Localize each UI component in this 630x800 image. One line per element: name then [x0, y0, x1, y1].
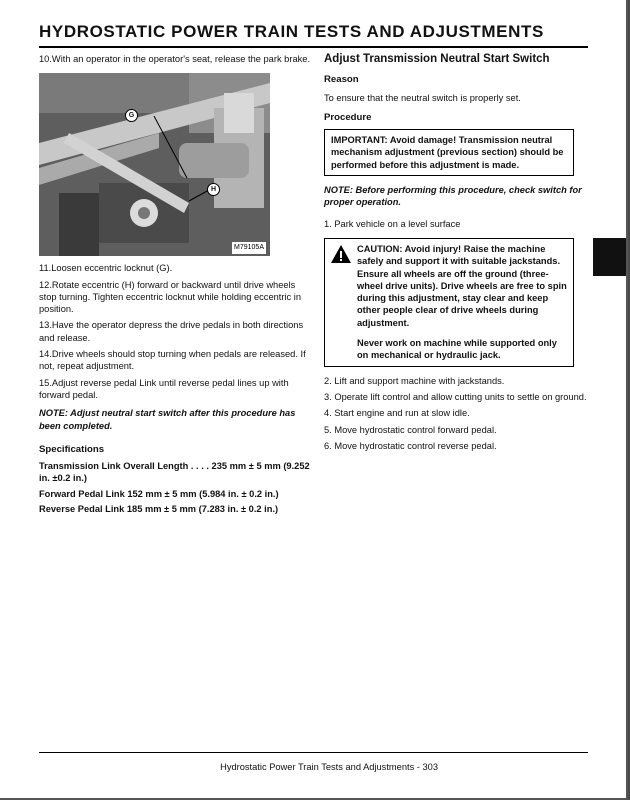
step-15: 15.Adjust reverse pedal Link until reverse pedal lines up with forward pedal. [39, 377, 289, 400]
left-note: NOTE: Adjust neutral start switch after this procedure has been completed. [39, 408, 296, 431]
step-3: 3. Operate lift control and allow cutting units to settle on ground. [324, 391, 587, 402]
step-10: 10.With an operator in the operator's seat, release the park brake. [39, 54, 311, 64]
spec-reverse-pedal-link: Reverse Pedal Link 185 mm ± 5 mm (7.283 in. ± 0.2 in.) [39, 504, 279, 515]
step-13: 13.Have the operator depress the drive pedals in both directions and release. [39, 320, 304, 343]
right-note: NOTE: Before performing this procedure, check switch for proper operation. [324, 185, 582, 208]
caution-notice [324, 238, 574, 367]
section-title: Adjust Transmission Neutral Start Switch [324, 53, 550, 65]
adjustment-photo-illustration [39, 73, 270, 256]
caution-extra-text: Never work on machine while supported only on mechanical or hydraulic jack. [357, 338, 557, 361]
warning-triangle-icon [330, 244, 352, 264]
important-notice [324, 129, 574, 176]
spec-forward-pedal-link: Forward Pedal Link 152 mm ± 5 mm (5.984 in. ± 0.2 in.) [39, 488, 279, 499]
caution-text: CAUTION: Avoid injury! Raise the machine safely and support it with suitable jackstands. Ensure all wheels are off the ground (three-wheel drive units). Drive wheels are free to spin during this adjustment, stay clear and keep other people clear of drive wheels during adjustment. [357, 243, 567, 328]
right-column [324, 53, 590, 456]
reason-text: To ensure that the neutral switch is properly set. [324, 92, 521, 103]
step-11: 11.Loosen eccentric locknut (G). [39, 263, 173, 274]
procedure-heading: Procedure [324, 111, 372, 123]
spec-transmission-link: Transmission Link Overall Length . . . . 235 mm ± 5 mm (9.252 in. ±0.2 in.) [39, 461, 310, 484]
step-6: 6. Move hydrostatic control reverse pedal. [324, 440, 497, 451]
reason-heading: Reason [324, 74, 359, 86]
left-column [39, 53, 311, 518]
section-tab-marker [593, 238, 626, 276]
adjustment-photo [39, 73, 270, 256]
page-header-title: HYDROSTATIC POWER TRAIN TESTS AND ADJUSTMENTS [39, 22, 544, 41]
step-5: 5. Move hydrostatic control forward pedal. [324, 424, 497, 435]
callout-g: G [125, 109, 138, 122]
step-2: 2. Lift and support machine with jackstands. [324, 375, 505, 386]
step-1: 1. Park vehicle on a level surface [324, 218, 461, 229]
step-12: 12.Rotate eccentric (H) forward or backward until drive wheels stop turning. Tighten eccentric locknut while holding eccentric in position. [39, 279, 302, 315]
page-footer: Hydrostatic Power Train Tests and Adjustments - 303 [220, 762, 438, 772]
footer-rule [39, 752, 588, 753]
callout-h: H [207, 183, 220, 196]
step-4: 4. Start engine and run at slow idle. [324, 408, 470, 419]
specifications-heading: Specifications [39, 443, 105, 455]
figure-code: M79105A [232, 242, 266, 254]
header-rule [39, 46, 588, 48]
important-text: IMPORTANT: Avoid damage! Transmission neutral mechanism adjustment (previous section) should be performed before this adjustment is made. [331, 135, 564, 170]
step-14: 14.Drive wheels should stop turning when pedals are released. If not, repeat adjustment. [39, 349, 306, 372]
